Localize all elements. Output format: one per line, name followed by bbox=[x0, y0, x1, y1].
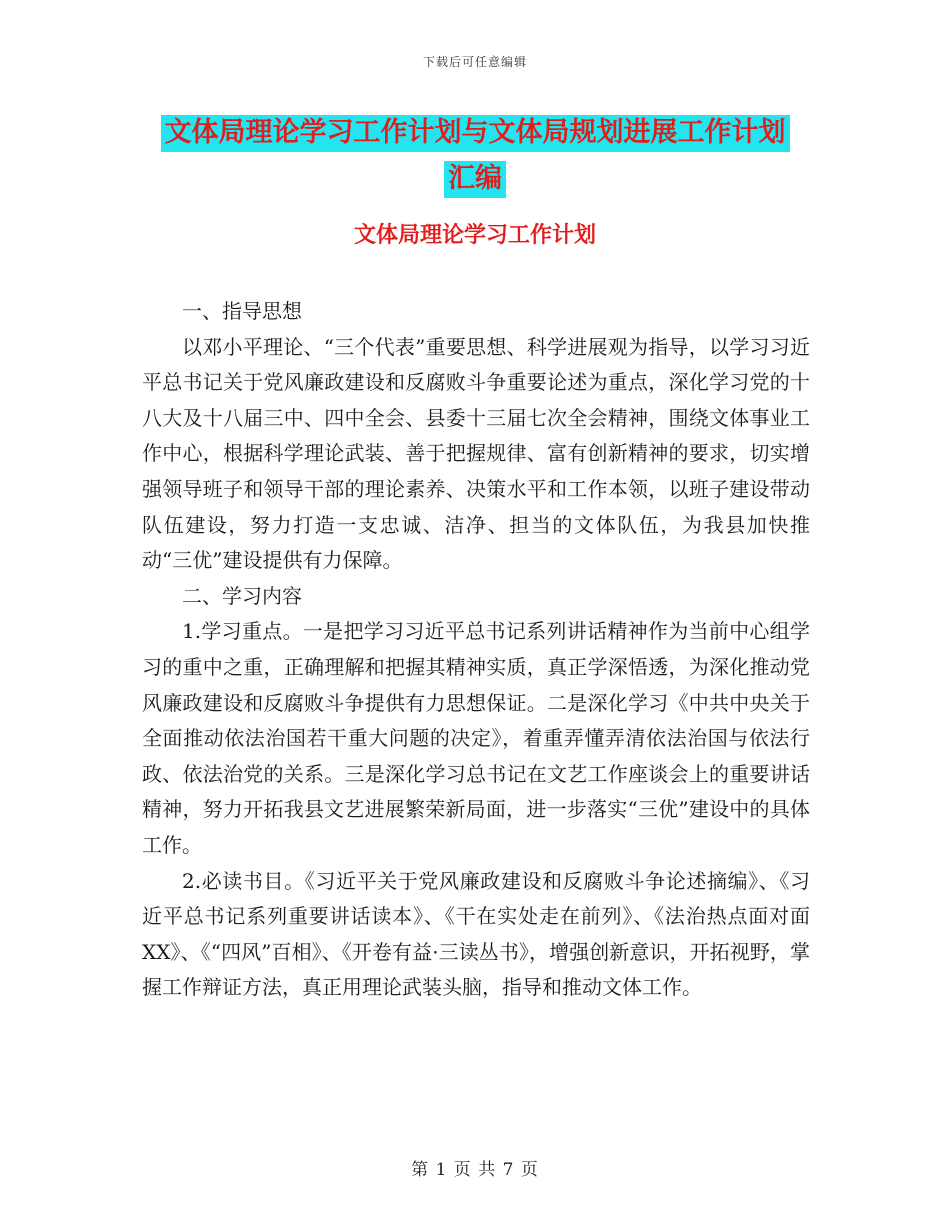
section-title: 文体局理论学习工作计划 bbox=[353, 223, 596, 248]
document-title-line1: 文体局理论学习工作计划与文体局规划进展工作计划 bbox=[161, 115, 790, 152]
document-title bbox=[140, 110, 810, 202]
heading-study-content: 二、学习内容 bbox=[182, 583, 302, 608]
paragraph-guiding-ideology: 以邓小平理论、“三个代表”重要思想、科学进展观为指导，以学习习近平总书记关于党风廉政建设和反腐败斗争重要论述为重点，深化学习党的十八大及十八届三中、四中全会、县委十三届七次全会精神，围绕文体事业工作中心，根据科学理论武装、善于把握规律、富有创新精神的要求，切实增强领导班子和领导干部的理论素养、决策水平和工作本领，以班子建设带动队伍建设，努力打造一支忠诚、洁净、担当的文体队伍，为我县加快推动“三优”建设提供有力保障。 bbox=[142, 334, 810, 573]
document-title-line2: 汇编 bbox=[444, 161, 506, 198]
paragraph-required-reading: 2.必读书目。《习近平关于党风廉政建设和反腐败斗争论述摘编》、《习近平总书记系列重要讲话读本》、《干在实处走在前列》、《法治热点面对面XX》、《“四风”百相》、《开卷有益·三读丛书》，增强创新意识，开拓视野，掌握工作辩证方法，真正用理论武装头脑，指导和推动文体工作。 bbox=[142, 868, 810, 1000]
page-number: 第 1 页 共 7 页 bbox=[411, 1160, 539, 1180]
heading-guiding-ideology: 一、指导思想 bbox=[182, 299, 302, 323]
document-body bbox=[142, 294, 810, 1006]
header-note: 下载后可任意编辑 bbox=[422, 55, 527, 69]
paragraph-study-focus: 1.学习重点。一是把学习习近平总书记系列讲话精神作为当前中心组学习的重中之重，正确理解和把握其精神实质，真正学深悟透，为深化推动党风廉政建设和反腐败斗争提供有力思想保证。二是深化学习《中共中央关于全面推动依法治国若干重大问题的决定》，着重弄懂弄清依法治国与依法行政、依法治党的关系。三是深化学习总书记在文艺工作座谈会上的重要讲话精神，努力开拓我县文艺进展繁荣新局面，进一步落实“三优”建设中的具体工作。 bbox=[142, 619, 810, 857]
